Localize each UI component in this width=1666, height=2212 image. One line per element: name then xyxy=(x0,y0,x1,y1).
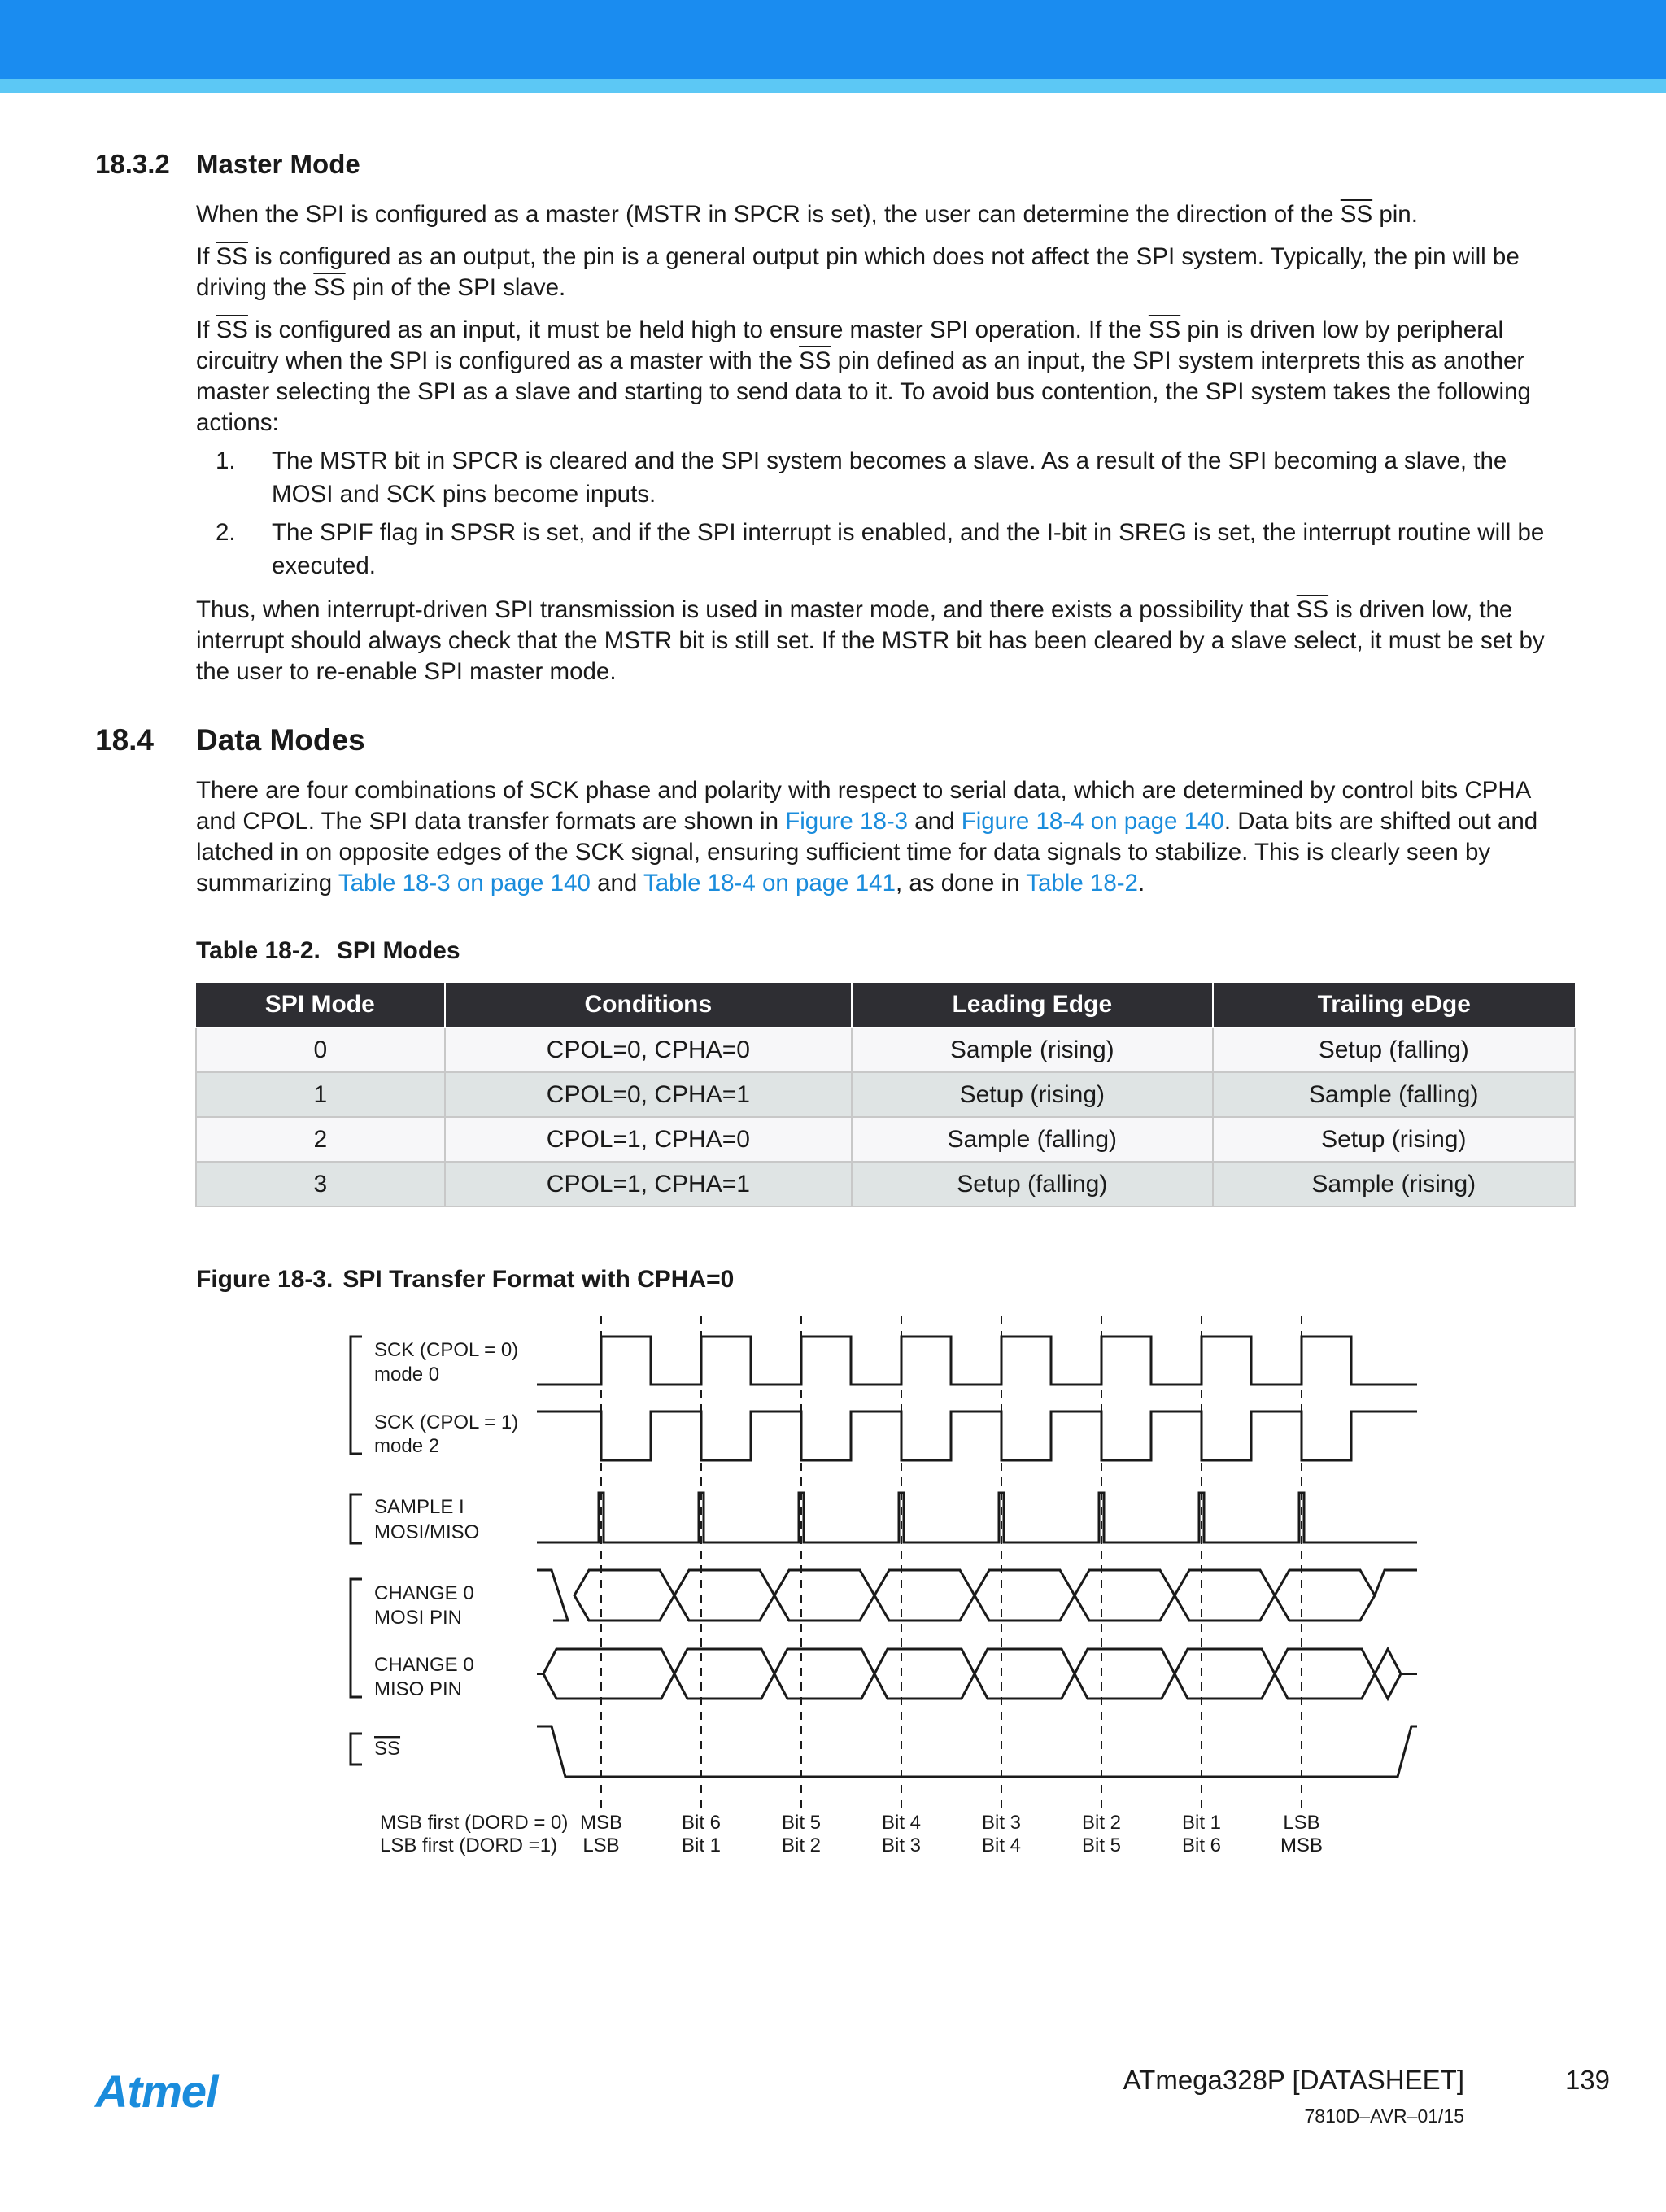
bit-label: Bit 6 xyxy=(681,1812,722,1834)
bit-label: Bit 3 xyxy=(981,1812,1022,1834)
cell: CPOL=0, CPHA=1 xyxy=(445,1072,852,1117)
label-sample-pins: MOSI/MISO xyxy=(374,1521,480,1543)
list-item: 1. The MSTR bit in SPCR is cleared and the SPI system becomes a slave. As a result of the SPI becoming a slave, the MOSI and SCK pins become inputs. xyxy=(216,447,1507,508)
header-stripe xyxy=(0,79,1666,93)
header-conditions: Conditions xyxy=(445,983,852,1027)
signal-group-brackets xyxy=(351,1337,362,1765)
label-change-mosi: CHANGE 0 xyxy=(374,1582,474,1604)
link-figure-18-4[interactable]: Figure 18-4 on page 140 xyxy=(961,808,1224,835)
ss-waveform xyxy=(537,1726,1417,1777)
paragraph-master-4: Thus, when interrupt-driven SPI transmission is used in master mode, and there exists a possibility that $\overline{SS}$ is driven low, the interrupt should always check that the MSTR bit is still set. If the MSTR bit has been cleared by a slave select, it must be set by the user to re-enable SPI master mode. xyxy=(196,596,1545,685)
label-sample: SAMPLE I xyxy=(374,1496,464,1518)
bit-label: Bit 1 xyxy=(1181,1812,1222,1834)
cell: 2 xyxy=(196,1117,445,1162)
link-table-18-2[interactable]: Table 18-2 xyxy=(1026,870,1138,897)
cell: Sample (rising) xyxy=(1213,1162,1575,1206)
spi-modes-table xyxy=(195,983,1576,1207)
atmel-logo: Atmel xyxy=(95,2066,218,2117)
label-miso-pin: MISO PIN xyxy=(374,1678,463,1700)
section-title: Master Mode xyxy=(196,149,360,179)
cell: Sample (rising) xyxy=(852,1027,1212,1072)
label-msb-first: MSB first (DORD = 0) xyxy=(380,1812,569,1834)
list-item: 2. The SPIF flag in SPSR is set, and if the SPI interrupt is enabled, and the I-bit in SREG is set, the interrupt routine will be executed. xyxy=(216,519,1545,579)
page-number: 139 xyxy=(1564,2065,1610,2095)
link-table-18-4[interactable]: Table 18-4 on page 141 xyxy=(643,870,896,897)
paragraph-data-modes: There are four combinations of SCK phase and polarity with respect to serial data, which are determined by control bits CPHA and CPOL. The SPI data transfer formats are shown in Figure 18-3 and Figure 18-4 on page 140. Data bits are shifted out and latched in on opposite edges of the SCK signal, ensuring sufficient time for data signals to stabilize. This is clearly seen by summarizing Table 18-3 on page 140 and Table 18-4 on page 141, as done in Table 18-2. xyxy=(196,777,1538,897)
cell: CPOL=0, CPHA=0 xyxy=(445,1027,852,1072)
footer-document-title: ATmega328P [DATASHEET] xyxy=(1123,2065,1464,2095)
paragraph-master-1: When the SPI is configured as a master (MSTR in SPCR is set), the user can determine the direction of the $\overline{SS}$ pin. xyxy=(196,201,1418,228)
cell: 1 xyxy=(196,1072,445,1117)
table-row xyxy=(196,1072,1575,1117)
ss-signal: $\overline{SS}$ xyxy=(799,347,831,374)
ss-signal: $\overline{SS}$ xyxy=(216,243,248,270)
table-row xyxy=(196,1117,1575,1162)
section-number: 18.3.2 xyxy=(95,149,170,179)
cell: 3 xyxy=(196,1162,445,1206)
figure-caption: Figure 18-3. SPI Transfer Format with CPHA=0 xyxy=(196,1266,735,1293)
paragraph-master-2: If $\overline{SS}$ is configured as an output, the pin is a general output pin which does not affect the SPI system. Typically, the pin will be driving the $\overline{SS}$ pin of the SPI slave. xyxy=(196,243,1520,301)
bit-label: Bit 1 xyxy=(681,1835,722,1856)
document-revision: 7810D–AVR–01/15 xyxy=(1304,2105,1464,2127)
bit-label: Bit 6 xyxy=(1181,1835,1222,1856)
header-leading-edge: Leading Edge xyxy=(852,983,1212,1027)
spi-timing-diagram xyxy=(0,1302,1666,1887)
bit-label: Bit 4 xyxy=(881,1812,922,1834)
sck-cpol1-waveform xyxy=(537,1411,1417,1460)
cell: Setup (falling) xyxy=(852,1162,1212,1206)
ss-signal: $\overline{SS}$ xyxy=(1296,596,1329,623)
cell: 0 xyxy=(196,1027,445,1072)
bit-label: Bit 4 xyxy=(981,1835,1022,1856)
section-title: Data Modes xyxy=(196,723,365,757)
label-change-miso: CHANGE 0 xyxy=(374,1654,474,1676)
header-band xyxy=(0,0,1666,79)
label-sck-cpol1: SCK (CPOL = 1) xyxy=(374,1411,519,1433)
bit-label: Bit 5 xyxy=(781,1812,822,1834)
cell: Setup (rising) xyxy=(1213,1117,1575,1162)
paragraph-master-3: If $\overline{SS}$ is configured as an input, it must be held high to ensure master SPI operation. If the $\overline{SS}$ pin is driven low by peripheral circuitry when the SPI is configured as a master with the $\overline{SS}$ pin defined as an input, the SPI system interprets this as another master selecting the SPI as a slave and starting to send data to it. To avoid bus contention, the SPI system takes the following actions: xyxy=(196,316,1531,436)
bit-label: Bit 5 xyxy=(1081,1835,1122,1856)
table-row xyxy=(196,1162,1575,1206)
section-heading-data-modes xyxy=(95,723,365,757)
miso-waveform xyxy=(537,1649,1417,1699)
ss-signal: $\overline{SS}$ xyxy=(216,316,248,343)
ss-signal: $\overline{SS}$ xyxy=(313,274,346,301)
sample-waveform xyxy=(537,1493,1417,1542)
cell: CPOL=1, CPHA=0 xyxy=(445,1117,852,1162)
section-heading-master-mode xyxy=(95,149,360,180)
header-trailing-edge: Trailing eDge xyxy=(1213,983,1575,1027)
label-sck-cpol0: SCK (CPOL = 0) xyxy=(374,1339,519,1361)
label-sck-mode0: mode 0 xyxy=(374,1363,440,1385)
bit-label: Bit 3 xyxy=(881,1835,922,1856)
section-number: 18.4 xyxy=(95,723,155,757)
bit-label: LSB xyxy=(582,1835,620,1856)
link-figure-18-3[interactable]: Figure 18-3 xyxy=(785,808,909,835)
bit-label: MSB xyxy=(1280,1835,1324,1856)
label-mosi-pin: MOSI PIN xyxy=(374,1607,463,1629)
table-header-row xyxy=(196,983,1575,1027)
cell: Sample (falling) xyxy=(852,1117,1212,1162)
bit-label: Bit 2 xyxy=(1081,1812,1122,1834)
label-lsb-first: LSB first (DORD =1) xyxy=(380,1835,558,1856)
mosi-waveform xyxy=(537,1570,1417,1621)
ss-signal: $\overline{SS}$ xyxy=(1148,316,1181,343)
bit-label: LSB xyxy=(1283,1812,1320,1834)
cell: Setup (falling) xyxy=(1213,1027,1575,1072)
sck-cpol0-waveform xyxy=(537,1337,1417,1385)
bit-label: Bit 2 xyxy=(781,1835,822,1856)
link-table-18-3[interactable]: Table 18-3 on page 140 xyxy=(338,870,591,897)
cell: CPOL=1, CPHA=1 xyxy=(445,1162,852,1206)
bit-label: MSB xyxy=(579,1812,623,1834)
table-caption: Table 18-2. SPI Modes xyxy=(196,937,460,964)
ss-signal: $\overline{SS}$ xyxy=(1340,201,1373,228)
header-spi-mode: SPI Mode xyxy=(196,983,445,1027)
cell: Setup (rising) xyxy=(852,1072,1212,1117)
edge-guide-lines xyxy=(601,1316,1302,1808)
label-ss: SS xyxy=(374,1738,401,1760)
label-sck-mode2: mode 2 xyxy=(374,1435,440,1457)
table-row xyxy=(196,1027,1575,1072)
cell: Sample (falling) xyxy=(1213,1072,1575,1117)
